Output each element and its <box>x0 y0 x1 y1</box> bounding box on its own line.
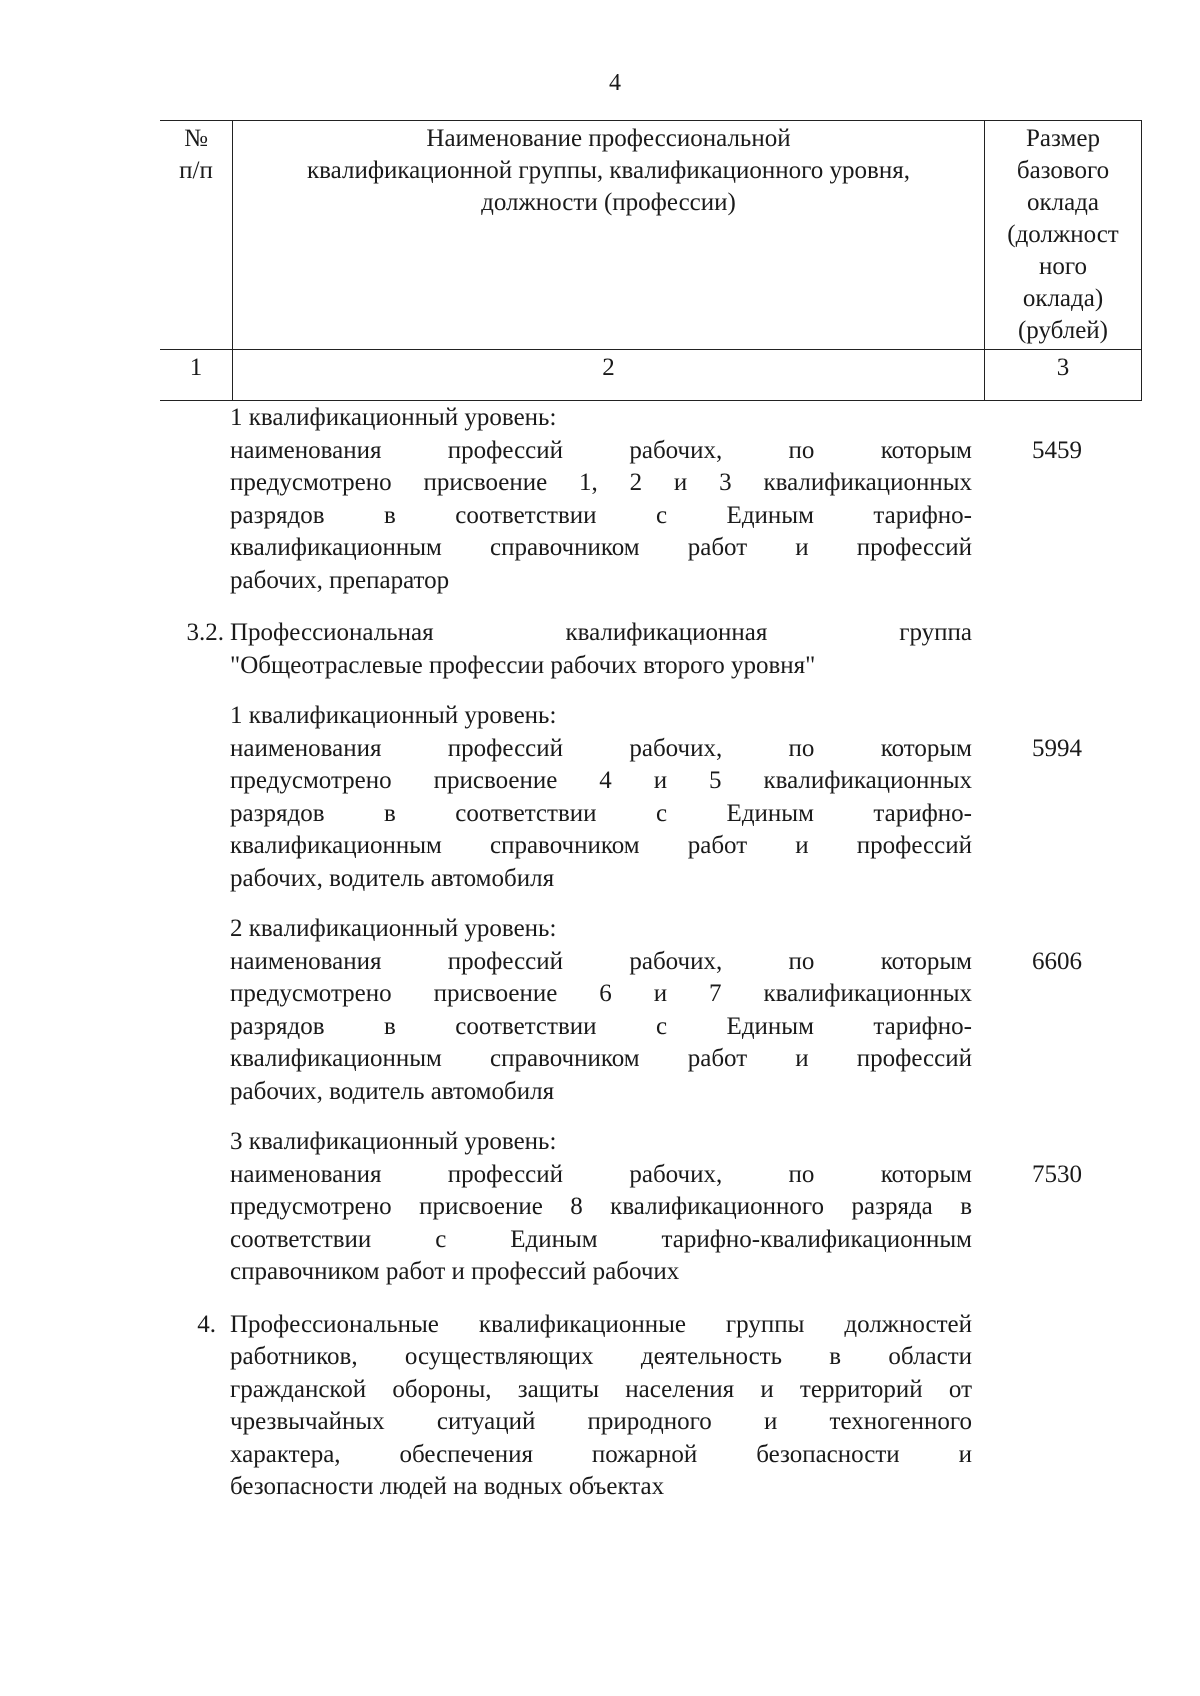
row-line: чрезвычайных ситуаций природного и техногенного <box>230 1408 972 1435</box>
row-text <box>230 1309 972 1504</box>
header-col-salary <box>985 121 1142 350</box>
table-row <box>160 1309 1142 1504</box>
row-line: 2 квалификационный уровень: <box>230 915 557 942</box>
header-col-salary-line: ного <box>1038 253 1087 280</box>
row-line: наименования профессий рабочих, по которым <box>230 1160 972 1188</box>
row-line: наименования профессий рабочих, по которым <box>230 436 972 464</box>
row-line: рабочих, водитель автомобиля <box>230 1077 555 1105</box>
row-text <box>230 700 972 895</box>
table-header <box>160 120 1142 401</box>
row-line: предусмотрено присвоение 1, 2 и 3 квалификационных <box>230 469 972 496</box>
row-line: предусмотрено присвоение 4 и 5 квалификационных <box>230 767 972 794</box>
header-col-number <box>160 121 233 350</box>
header-col-name-line: квалификационной группы, квалификационного уровня, <box>307 157 910 184</box>
row-text <box>230 1126 972 1289</box>
row-text <box>230 617 972 682</box>
column-number-3: 3 <box>985 350 1142 401</box>
table-row <box>160 700 1142 895</box>
row-line: гражданской обороны, защиты населения и территорий от <box>230 1375 972 1403</box>
row-number: 4. <box>197 1310 216 1338</box>
header-col-salary-line: оклада <box>1026 189 1100 216</box>
row-text <box>230 913 972 1108</box>
row-line: 1 квалификационный уровень: <box>230 702 557 729</box>
row-line: характера, обеспечения пожарной безопасности и <box>230 1440 972 1468</box>
header-col-number-line: п/п <box>179 157 213 184</box>
row-salary: 6606 <box>1032 947 1082 975</box>
header-col-salary-line: (должност <box>1007 221 1119 248</box>
page-number: 4 <box>609 70 621 96</box>
header-col-number-line: № <box>184 125 208 152</box>
table-row <box>160 1126 1142 1289</box>
row-line: наименования профессий рабочих, по которым <box>230 734 972 762</box>
row-number: 3.2. <box>186 619 224 646</box>
row-line: разрядов в соответствии с Единым тарифно- <box>230 799 972 827</box>
row-line: рабочих, водитель автомобиля <box>230 864 555 892</box>
header-col-salary-line: Размер <box>1026 125 1100 152</box>
header-col-name-line: должности (профессии) <box>481 189 736 216</box>
row-line: 1 квалификационный уровень: <box>230 404 557 431</box>
row-line: рабочих, препаратор <box>230 566 450 594</box>
header-col-salary-line: (рублей) <box>1017 317 1109 344</box>
row-text <box>230 402 972 597</box>
row-line: квалификационным справочником работ и профессий <box>230 1045 972 1072</box>
column-number-row <box>160 350 1142 401</box>
header-row <box>160 121 1142 350</box>
row-line: предусмотрено присвоение 6 и 7 квалификационных <box>230 980 972 1007</box>
row-line: справочником работ и профессий рабочих <box>230 1258 680 1285</box>
row-line: Профессиональная квалификационная группа <box>230 619 972 646</box>
table-row <box>160 402 1142 597</box>
row-line: безопасности людей на водных объектах <box>230 1473 665 1500</box>
column-number-2: 2 <box>233 350 985 401</box>
row-line: квалификационным справочником работ и профессий <box>230 534 972 561</box>
row-line: Профессиональные квалификационные группы должностей <box>230 1310 972 1338</box>
table-body <box>160 402 1142 1504</box>
header-col-salary-line: базового <box>1016 157 1110 184</box>
header-col-name-line: Наименование профессиональной <box>426 125 791 152</box>
row-line: разрядов в соответствии с Единым тарифно- <box>230 1012 972 1040</box>
row-salary: 5459 <box>1032 436 1082 464</box>
row-line: 3 квалификационный уровень: <box>230 1128 557 1155</box>
row-line: соответствии с Единым тарифно-квалификационным <box>230 1225 972 1253</box>
table-row <box>160 913 1142 1108</box>
row-line: разрядов в соответствии с Единым тарифно- <box>230 501 972 529</box>
row-line: наименования профессий рабочих, по которым <box>230 947 972 975</box>
row-salary: 7530 <box>1032 1160 1082 1188</box>
row-line: "Общеотраслевые профессии рабочих второго уровня" <box>230 651 816 679</box>
row-salary: 5994 <box>1032 734 1082 762</box>
row-line: квалификационным справочником работ и профессий <box>230 832 972 859</box>
header-col-salary-line: оклада) <box>1022 285 1104 312</box>
column-number-1: 1 <box>160 350 233 401</box>
row-line: работников, осуществляющих деятельность в области <box>230 1343 972 1370</box>
row-line: предусмотрено присвоение 8 квалификационного разряда в <box>230 1193 972 1220</box>
header-col-name <box>233 121 985 350</box>
table-row <box>160 617 1142 682</box>
